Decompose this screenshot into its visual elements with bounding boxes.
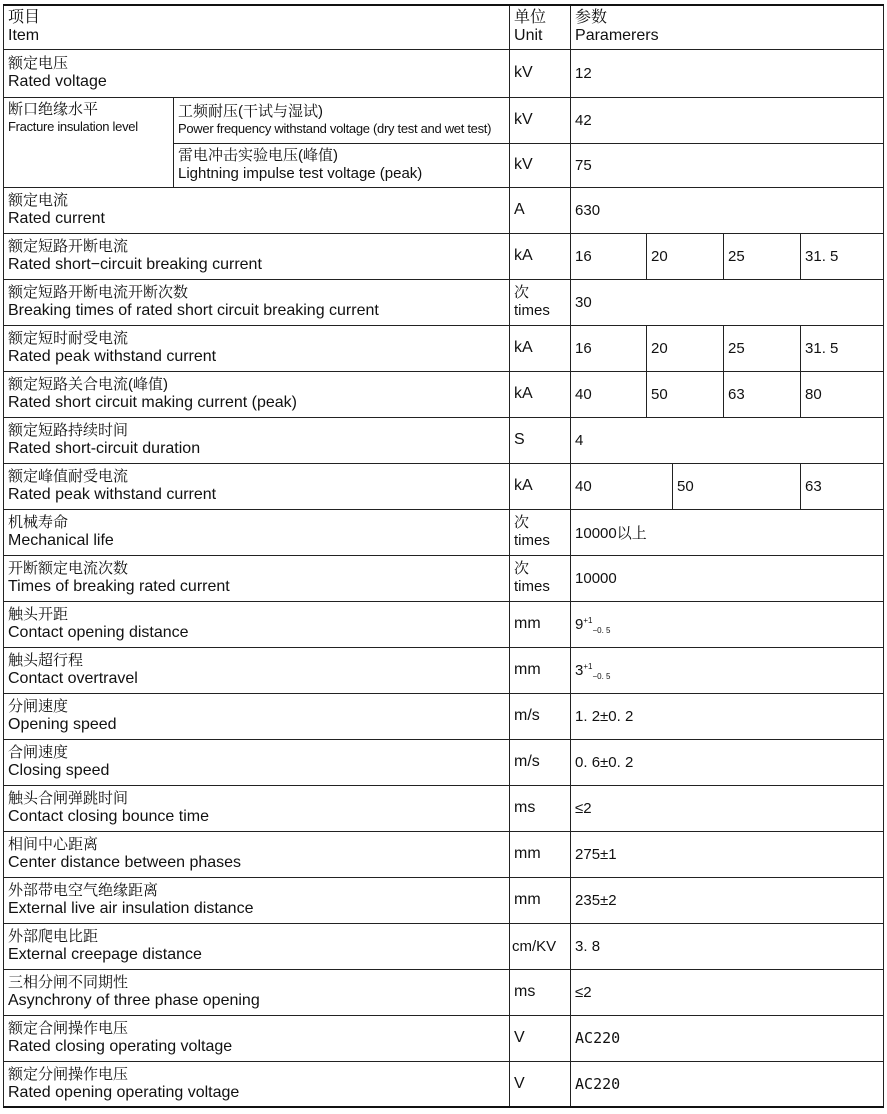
row-value: 30: [571, 279, 884, 325]
row-label: 开断额定电流次数 Times of breaking rated current: [4, 555, 510, 601]
row-value-2: 50: [647, 371, 724, 417]
row-unit: kV: [510, 97, 571, 143]
row-rated-current: [4, 187, 884, 233]
row-value: 75: [571, 143, 884, 187]
row-value: 275±1: [571, 831, 884, 877]
row-value-4: 31. 5: [801, 325, 884, 371]
row-unit: mm: [510, 647, 571, 693]
header-item: 项目 Item: [4, 5, 510, 49]
row-unit: mm: [510, 831, 571, 877]
row-unit: kV: [510, 143, 571, 187]
row-label: 额定分闸操作电压 Rated opening operating voltage: [4, 1061, 510, 1107]
header-unit: 单位 Unit: [510, 5, 571, 49]
row-breaking-times: [4, 279, 884, 325]
row-making-current: [4, 371, 884, 417]
row-value-1: 16: [571, 233, 647, 279]
row-value: 10000: [571, 555, 884, 601]
row-unit: 次 times: [510, 509, 571, 555]
sub-label-power-frequency: 工频耐压(干试与湿试) Power frequency withstand voltage (dry test and wet test): [174, 97, 510, 143]
row-value: 10000以上: [571, 509, 884, 555]
row-value-1: 40: [571, 463, 673, 509]
row-value-2: 20: [647, 233, 724, 279]
row-unit: ms: [510, 969, 571, 1015]
row-value-1: 40: [571, 371, 647, 417]
row-opening-speed: [4, 693, 884, 739]
row-label: 额定合闸操作电压 Rated closing operating voltage: [4, 1015, 510, 1061]
row-unit: ms: [510, 785, 571, 831]
row-value: AC220: [571, 1015, 884, 1061]
row-unit: m/s: [510, 693, 571, 739]
row-mechanical-life: [4, 509, 884, 555]
row-unit: kA: [510, 463, 571, 509]
row-value-2: 20: [647, 325, 724, 371]
row-label: 三相分闸不同期性 Asynchrony of three phase opening: [4, 969, 510, 1015]
row-value-3: 63: [801, 463, 884, 509]
row-label: 合闸速度 Closing speed: [4, 739, 510, 785]
row-breaking-rated-times: [4, 555, 884, 601]
row-value-3: 25: [724, 325, 801, 371]
row-value: 630: [571, 187, 884, 233]
row-air-insulation-distance: [4, 877, 884, 923]
row-rated-voltage: [4, 49, 884, 97]
row-unit: kA: [510, 371, 571, 417]
row-value: 4: [571, 417, 884, 463]
row-label: 外部带电空气绝缘距离 External live air insulation distance: [4, 877, 510, 923]
row-value-3: 25: [724, 233, 801, 279]
row-label: 相间中心距离 Center distance between phases: [4, 831, 510, 877]
row-center-distance: [4, 831, 884, 877]
row-label: 触头开距 Contact opening distance: [4, 601, 510, 647]
row-value-3: 63: [724, 371, 801, 417]
row-unit: cm/KV: [510, 923, 571, 969]
row-value: 0. 6±0. 2: [571, 739, 884, 785]
row-label: 额定电压 Rated voltage: [4, 49, 510, 97]
row-unit: A: [510, 187, 571, 233]
row-value: $9^{+1}_{-0. 5}$: [571, 601, 884, 647]
row-label: 额定电流 Rated current: [4, 187, 510, 233]
row-label: 分闸速度 Opening speed: [4, 693, 510, 739]
row-value: 42: [571, 97, 884, 143]
row-value: AC220: [571, 1061, 884, 1107]
row-value: 3. 8: [571, 923, 884, 969]
table-header-row: [4, 5, 884, 49]
row-value: $3^{+1}_{-0. 5}$: [571, 647, 884, 693]
row-asynchrony: [4, 969, 884, 1015]
row-unit: mm: [510, 877, 571, 923]
row-label: 额定短路开断电流开断次数 Breaking times of rated short circuit breaking current: [4, 279, 510, 325]
row-unit: kV: [510, 49, 571, 97]
row-value-2: 50: [673, 463, 801, 509]
row-opening-voltage: [4, 1061, 884, 1107]
row-peak-withstand: [4, 463, 884, 509]
row-unit: V: [510, 1015, 571, 1061]
row-label: 额定短路关合电流(峰值) Rated short circuit making current (peak): [4, 371, 510, 417]
row-value-4: 31. 5: [801, 233, 884, 279]
row-unit: 次 times: [510, 555, 571, 601]
parameters-table: [3, 4, 884, 1108]
row-unit: mm: [510, 601, 571, 647]
header-parameters: 参数 Paramerers: [571, 5, 884, 49]
row-closing-voltage: [4, 1015, 884, 1061]
row-label: 外部爬电比距 External creepage distance: [4, 923, 510, 969]
row-value: 235±2: [571, 877, 884, 923]
row-short-circuit-duration: [4, 417, 884, 463]
row-value-4: 80: [801, 371, 884, 417]
row-unit: 次 times: [510, 279, 571, 325]
row-label: 额定短时耐受电流 Rated peak withstand current: [4, 325, 510, 371]
row-unit: m/s: [510, 739, 571, 785]
row-label: 触头超行程 Contact overtravel: [4, 647, 510, 693]
row-label: 触头合闸弹跳时间 Contact closing bounce time: [4, 785, 510, 831]
row-label-fracture: 断口绝缘水平 Fracture insulation level: [4, 97, 174, 187]
row-unit: kA: [510, 325, 571, 371]
row-value: 1. 2±0. 2: [571, 693, 884, 739]
row-contact-overtravel: [4, 647, 884, 693]
row-label: 额定短路开断电流 Rated short−circuit breaking current: [4, 233, 510, 279]
row-short-time-withstand: [4, 325, 884, 371]
row-label: 机械寿命 Mechanical life: [4, 509, 510, 555]
row-breaking-current: [4, 233, 884, 279]
row-closing-speed: [4, 739, 884, 785]
row-unit: V: [510, 1061, 571, 1107]
sub-label-lightning: 雷电冲击实验电压(峰值) Lightning impulse test voltage (peak): [174, 143, 510, 187]
row-label: 额定峰值耐受电流 Rated peak withstand current: [4, 463, 510, 509]
row-value: ≤2: [571, 785, 884, 831]
row-label: 额定短路持续时间 Rated short-circuit duration: [4, 417, 510, 463]
row-contact-opening-distance: [4, 601, 884, 647]
row-creepage-distance: [4, 923, 884, 969]
row-bounce-time: [4, 785, 884, 831]
row-unit: S: [510, 417, 571, 463]
row-fracture-power-frequency: [4, 97, 884, 143]
row-value: 12: [571, 49, 884, 97]
row-value-1: 16: [571, 325, 647, 371]
row-value: ≤2: [571, 969, 884, 1015]
row-unit: kA: [510, 233, 571, 279]
